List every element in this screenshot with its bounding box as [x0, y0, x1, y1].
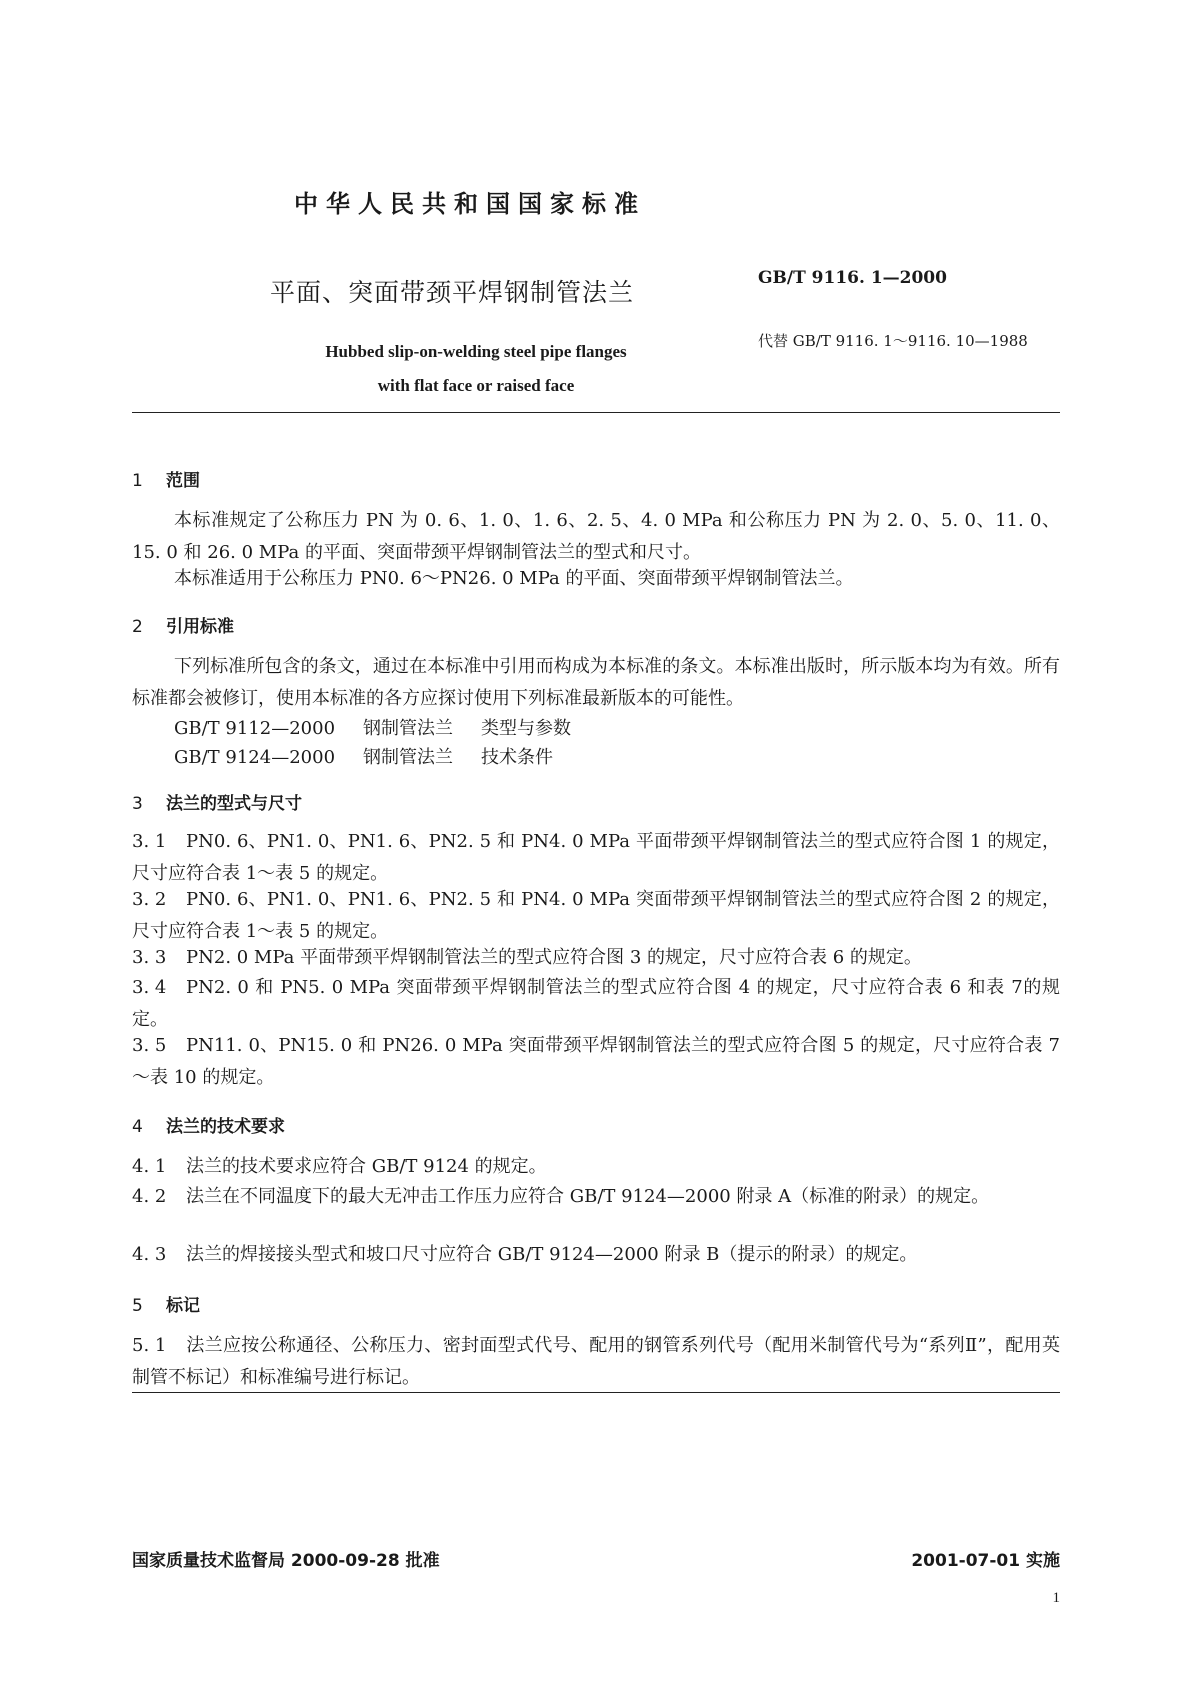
section-number: 2 [132, 617, 143, 637]
clause-text: PN2. 0 MPa 平面带颈平焊钢制管法兰的型式应符合图 3 的规定，尺寸应符合表 6 的规定。 [186, 947, 922, 968]
clause-3-2 [132, 884, 1060, 948]
section-2-heading [132, 612, 234, 637]
section-4-heading [132, 1112, 285, 1137]
reference-code: GB/T 9112—2000 [174, 718, 336, 739]
clause-text: 法兰在不同温度下的最大无冲击工作压力应符合 GB/T 9124—2000 附录 A（标准的附录）的规定。 [186, 1186, 990, 1207]
section-title: 范围 [166, 471, 200, 491]
document-title: 平面、突面带颈平焊钢制管法兰 [270, 278, 635, 307]
clause-text: 法兰应按公称通径、公称压力、密封面型式代号、配用的钢管系列代号（配用米制管代号为“系列Ⅱ”，配用英制管不标记）和标准编号进行标记。 [132, 1335, 1060, 1388]
english-title [276, 335, 676, 403]
section-1-paragraph-1: 本标准规定了公称压力 PN 为 0. 6、1. 0、1. 6、2. 5、4. 0 MPa 和公称压力 PN 为 2. 0、5. 0、11. 0、15. 0 和 26. 0 MPa 的平面、突面带颈平焊钢制管法兰的型式和尺寸。 [132, 510, 1060, 563]
section-2-paragraph-1: 下列标准所包含的条文，通过在本标准中引用而构成为本标准的条文。本标准出版时，所示版本均为有效。所有标准都会被修订，使用本标准的各方应探讨使用下列标准最新版本的可能性。 [132, 656, 1060, 709]
clause-3-4 [132, 972, 1060, 1036]
section-number: 1 [132, 471, 143, 491]
section-title: 法兰的技术要求 [166, 1117, 285, 1137]
clause-text: PN0. 6、PN1. 0、PN1. 6、PN2. 5 和 PN4. 0 MPa 突面带颈平焊钢制管法兰的型式应符合图 2 的规定，尺寸应符合表 1～表 5 的规定。 [132, 889, 1060, 942]
reference-item [174, 714, 599, 740]
section-3-heading [132, 789, 302, 814]
replaces-note: 代替 GB/T 9116. 1～9116. 10—1988 [758, 332, 1028, 350]
clause-number: 3. 2 [132, 889, 167, 910]
footer-rule [132, 1392, 1060, 1393]
clause-number: 4. 1 [132, 1156, 167, 1177]
clause-number: 3. 4 [132, 977, 167, 998]
section-title: 标记 [166, 1296, 200, 1316]
english-title-line-2: with flat face or raised face [377, 376, 575, 395]
clause-3-3 [132, 942, 1060, 974]
section-title: 法兰的型式与尺寸 [166, 794, 302, 814]
header-rule [132, 412, 1060, 413]
reference-code: GB/T 9124—2000 [174, 747, 336, 768]
reference-name: 钢制管法兰 [363, 747, 454, 768]
clause-number: 3. 5 [132, 1035, 167, 1056]
approval-line: 国家质量技术监督局 2000-09-28 批准 [132, 1551, 440, 1571]
clause-number: 5. 1 [132, 1335, 167, 1356]
reference-item [174, 743, 581, 769]
clause-text: PN0. 6、PN1. 0、PN1. 6、PN2. 5 和 PN4. 0 MPa 平面带颈平焊钢制管法兰的型式应符合图 1 的规定，尺寸应符合表 1～表 5 的规定。 [132, 831, 1060, 884]
section-1-heading [132, 466, 200, 491]
reference-desc: 技术条件 [481, 747, 554, 768]
national-standard-heading: 中华人民共和国国家标准 [294, 190, 646, 218]
section-number: 4 [132, 1117, 143, 1137]
section-number: 3 [132, 794, 143, 814]
clause-3-5 [132, 1030, 1060, 1094]
section-number: 5 [132, 1296, 143, 1316]
section-1-paragraph-2: 本标准适用于公称压力 PN0. 6～PN26. 0 MPa 的平面、突面带颈平焊钢制管法兰。 [174, 568, 854, 589]
clause-text: PN2. 0 和 PN5. 0 MPa 突面带颈平焊钢制管法兰的型式应符合图 4 的规定，尺寸应符合表 6 和表 7的规定。 [132, 977, 1060, 1030]
clause-3-1 [132, 826, 1060, 890]
standard-code: GB/T 9116. 1—2000 [758, 268, 947, 288]
clause-5-1 [132, 1330, 1060, 1394]
clause-text: 法兰的技术要求应符合 GB/T 9124 的规定。 [186, 1156, 547, 1177]
page-number: 1 [1052, 1590, 1060, 1606]
clause-number: 4. 2 [132, 1186, 167, 1207]
reference-desc: 类型与参数 [481, 718, 572, 739]
section-title: 引用标准 [166, 617, 234, 637]
clause-4-2 [132, 1181, 1060, 1213]
clause-text: PN11. 0、PN15. 0 和 PN26. 0 MPa 突面带颈平焊钢制管法兰的型式应符合图 5 的规定，尺寸应符合表 7～表 10 的规定。 [132, 1035, 1060, 1088]
effective-date: 2001-07-01 实施 [911, 1551, 1060, 1571]
clause-4-3 [132, 1239, 1060, 1271]
clause-number: 3. 1 [132, 831, 167, 852]
clause-number: 4. 3 [132, 1244, 167, 1265]
clause-number: 3. 3 [132, 947, 167, 968]
clause-4-1 [132, 1151, 1060, 1183]
clause-text: 法兰的焊接接头型式和坡口尺寸应符合 GB/T 9124—2000 附录 B（提示的附录）的规定。 [186, 1244, 918, 1265]
reference-name: 钢制管法兰 [363, 718, 454, 739]
english-title-line-1: Hubbed slip-on-welding steel pipe flanges [325, 342, 627, 361]
section-5-heading [132, 1291, 200, 1316]
